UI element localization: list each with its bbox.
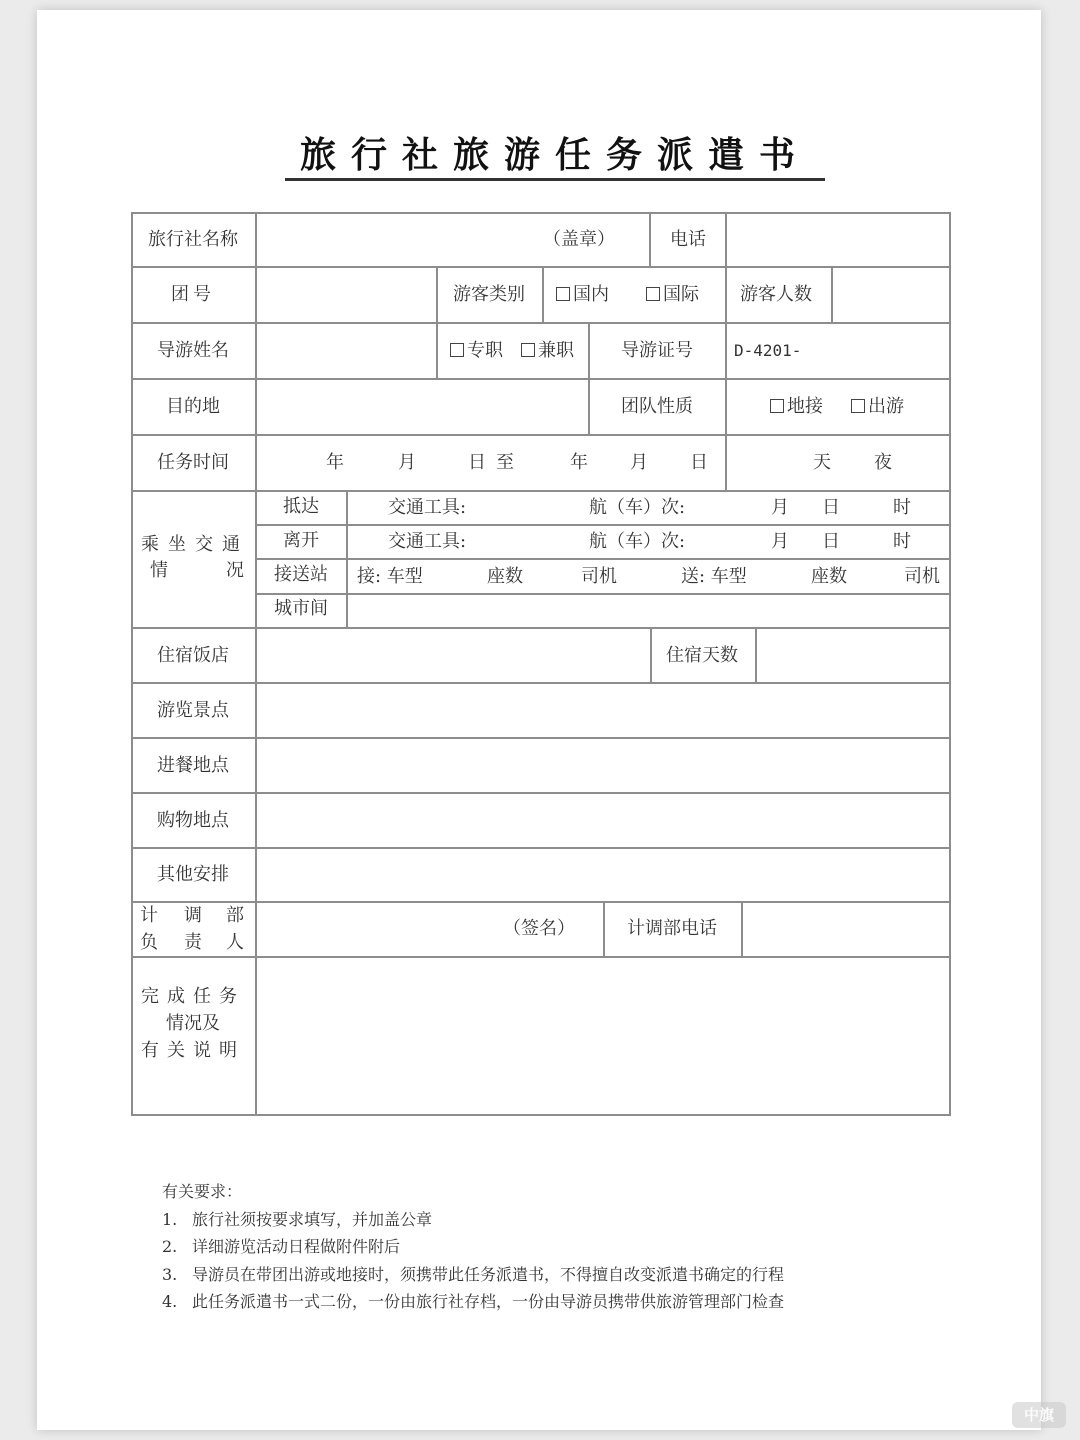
planner-phone-label: 计调部电话 (627, 918, 717, 939)
arrival-flight-label: 航（车）次: (589, 497, 686, 518)
arrival-label: 抵达 (283, 496, 319, 517)
guide-name-field[interactable] (257, 324, 436, 378)
requirement-item (162, 1233, 784, 1261)
departure-flight-label: 航（车）次: (589, 531, 686, 552)
group-nature-label: 团队性质 (621, 396, 693, 417)
end-day-unit: 日 (690, 452, 708, 473)
shopping-field[interactable] (257, 794, 949, 847)
group-nature-local-option[interactable] (770, 396, 823, 418)
guide-fulltime-option[interactable] (450, 340, 503, 362)
arrival-day-unit: 日 (822, 497, 840, 518)
planner-label-char: 部 (226, 905, 244, 926)
planner-label-char: 人 (226, 932, 244, 953)
requirement-item (162, 1288, 784, 1316)
destination-field[interactable] (257, 380, 588, 434)
arrival-vehicle-label: 交通工具: (388, 497, 467, 518)
row-divider (256, 524, 951, 526)
dropoff-seats-label: 座数 (811, 566, 847, 587)
departure-label: 离开 (283, 530, 319, 551)
requirement-text: 详细游览活动日程做附件附后 (192, 1237, 401, 1256)
tourist-count-field[interactable] (833, 268, 949, 322)
tourist-count-label: 游客人数 (740, 284, 812, 305)
tourist-type-label: 游客类别 (453, 284, 525, 305)
requirements-section (162, 1178, 784, 1316)
start-year-unit: 年 (326, 452, 344, 473)
column-divider (650, 627, 652, 683)
row-divider (131, 266, 951, 268)
dining-field[interactable] (257, 739, 949, 792)
transfer-label: 接送站 (274, 564, 328, 585)
option-label: 地接 (787, 396, 823, 417)
column-divider (542, 266, 544, 323)
column-divider (436, 266, 438, 379)
days-unit: 天 (813, 452, 831, 473)
requirements-heading: 有关要求： (162, 1182, 243, 1201)
row-divider (131, 322, 951, 324)
option-label: 国际 (663, 284, 699, 305)
nights-unit: 夜 (874, 452, 892, 473)
other-arrangements-field[interactable] (257, 849, 949, 901)
transport-label: 乘坐交通 (141, 534, 249, 555)
requirement-text: 导游员在带团出游或地接时，须携带此任务派遣书，不得擅自改变派遣书确定的行程 (192, 1264, 785, 1284)
option-label: 专职 (467, 340, 503, 361)
completion-label-line1: 完成任务 (141, 986, 245, 1007)
pickup-vehicle-type-label: 接: 车型 (357, 566, 423, 587)
requirement-item (162, 1261, 784, 1289)
tourist-type-domestic-option[interactable] (556, 284, 609, 306)
guide-parttime-option[interactable] (521, 340, 574, 362)
column-divider (725, 266, 727, 491)
tourist-type-international-option[interactable] (646, 284, 699, 306)
row-divider (131, 434, 951, 436)
end-year-unit: 年 (570, 452, 588, 473)
hotel-label: 住宿饭店 (157, 645, 229, 666)
document-title: 旅行社旅游任务派遣书 (285, 134, 825, 181)
row-divider (131, 490, 951, 492)
signature-note: （签名） (503, 918, 575, 939)
planner-label-char: 负 (140, 932, 158, 953)
checkbox-icon[interactable] (770, 399, 784, 413)
start-day-to-unit: 日至 (468, 452, 524, 473)
other-arrangements-label: 其他安排 (157, 864, 229, 885)
requirement-text: 此任务派遣书一式二份，一份由旅行社存档，一份由导游员携带供旅游管理部门检查 (192, 1292, 785, 1311)
requirement-number: 1. (162, 1209, 178, 1229)
group-nature-outbound-option[interactable] (851, 396, 904, 418)
planner-label-char: 调 (184, 905, 202, 926)
requirement-number: 4. (162, 1292, 178, 1311)
completion-notes-field[interactable] (257, 958, 949, 1114)
column-divider (949, 212, 951, 1116)
option-label: 出游 (868, 396, 904, 417)
checkbox-icon[interactable] (450, 343, 464, 357)
column-divider (603, 901, 605, 957)
checkbox-icon[interactable] (556, 287, 570, 301)
hotel-days-label: 住宿天数 (666, 645, 738, 666)
dropoff-driver-label: 司机 (904, 566, 940, 587)
arrival-hour-unit: 时 (893, 497, 911, 518)
phone-field[interactable] (727, 214, 949, 266)
departure-month-unit: 月 (771, 531, 789, 552)
hotel-field[interactable] (257, 629, 650, 682)
seal-note: （盖章） (543, 229, 615, 250)
guide-cert-field[interactable]: D-4201- (734, 341, 802, 360)
requirement-number: 2. (162, 1237, 178, 1256)
column-divider (588, 322, 590, 435)
arrival-month-unit: 月 (771, 497, 789, 518)
column-divider (649, 212, 651, 267)
pickup-seats-label: 座数 (487, 566, 523, 587)
transport-label-line2-right: 况 (226, 560, 244, 581)
planner-phone-field[interactable] (743, 903, 949, 956)
departure-day-unit: 日 (822, 531, 840, 552)
agency-name-label: 旅行社名称 (148, 229, 238, 250)
requirement-text: 旅行社须按要求填写，并加盖公章 (192, 1209, 433, 1229)
row-divider (256, 558, 951, 560)
requirement-item (162, 1206, 784, 1234)
checkbox-icon[interactable] (646, 287, 660, 301)
checkbox-icon[interactable] (851, 399, 865, 413)
row-divider (131, 1114, 951, 1116)
start-month-unit: 月 (398, 452, 416, 473)
planner-label-char: 责 (184, 932, 202, 953)
option-label: 国内 (573, 284, 609, 305)
phone-label: 电话 (670, 229, 706, 250)
sightseeing-field[interactable] (257, 684, 949, 737)
departure-hour-unit: 时 (893, 531, 911, 552)
guide-name-label: 导游姓名 (157, 340, 229, 361)
shopping-label: 购物地点 (157, 810, 229, 831)
requirement-number: 3. (162, 1264, 178, 1284)
destination-label: 目的地 (166, 396, 220, 417)
guide-cert-label: 导游证号 (621, 340, 693, 361)
departure-vehicle-label: 交通工具: (388, 531, 467, 552)
dropoff-vehicle-type-label: 送: 车型 (681, 566, 747, 587)
intercity-label: 城市间 (274, 598, 328, 619)
group-no-field[interactable] (257, 268, 436, 322)
task-time-label: 任务时间 (157, 452, 229, 473)
sightseeing-label: 游览景点 (157, 700, 229, 721)
end-month-unit: 月 (630, 452, 648, 473)
pickup-driver-label: 司机 (581, 566, 617, 587)
transport-label-line2-left: 情 (150, 560, 168, 581)
completion-label-line3: 有关说明 (141, 1040, 245, 1061)
completion-label-line2: 情况及 (166, 1013, 220, 1034)
dining-label: 进餐地点 (157, 755, 229, 776)
planner-label-char: 计 (140, 905, 158, 926)
checkbox-icon[interactable] (521, 343, 535, 357)
hotel-days-field[interactable] (757, 629, 949, 682)
group-no-label: 团号 (171, 284, 215, 305)
option-label: 兼职 (538, 340, 574, 361)
watermark-badge: 中旗 (1012, 1402, 1066, 1428)
column-divider (131, 212, 133, 1116)
intercity-field[interactable] (348, 595, 949, 627)
